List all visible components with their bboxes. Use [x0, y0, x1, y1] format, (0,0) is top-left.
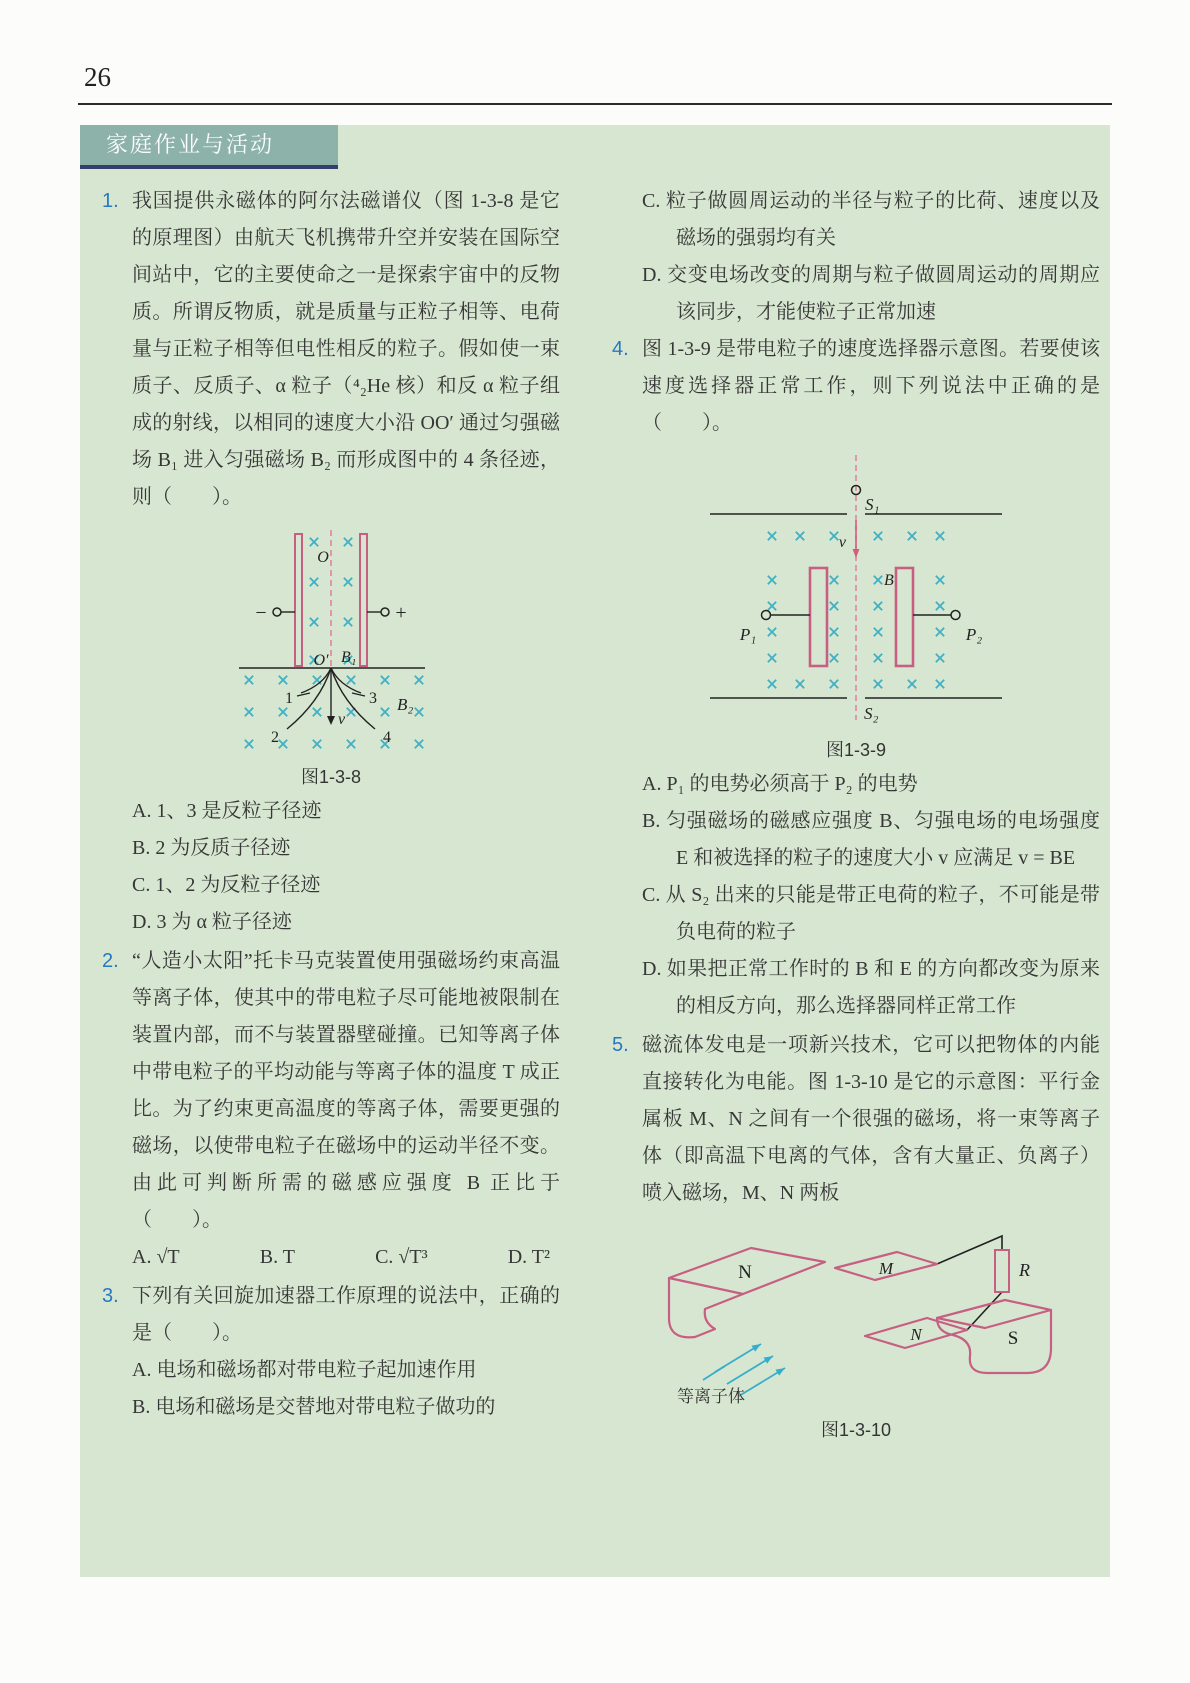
magnet-s-top-face — [937, 1300, 1051, 1328]
option: B. 电场和磁场是交替地对带电粒子做功的 — [132, 1396, 496, 1418]
option: C. √T³ — [375, 1246, 428, 1268]
velocity-arrowhead-icon — [853, 549, 860, 558]
option: C. 从 S₂ 出来的只能是带正电荷的粒子，不可能是带负电荷的粒子 — [642, 884, 1100, 943]
leader-3 — [352, 693, 365, 696]
leader-1 — [297, 693, 310, 696]
question-3-options — [132, 1352, 560, 1426]
label-1: 1 — [285, 690, 293, 707]
plus-terminal-label: + — [395, 602, 407, 624]
option: D. 3 为 α 粒子径迹 — [132, 911, 292, 933]
option: D. 如果把正常工作时的 B 和 E 的方向都改变为原来的相反方向，那么选择器同样正常工作 — [642, 958, 1100, 1017]
label-resistor: R — [1019, 1260, 1030, 1280]
header-rule — [78, 103, 1112, 105]
label-o-prime: O′ — [313, 652, 329, 669]
label-o: O — [317, 549, 329, 566]
question-4-number: 4. — [612, 338, 629, 360]
plate-right — [896, 568, 913, 666]
label-v: v — [338, 711, 346, 728]
question-3-options-continued — [642, 183, 1100, 331]
homework-panel — [80, 125, 1110, 1577]
question-1 — [102, 183, 560, 516]
plate-left — [295, 534, 302, 666]
figure-1-3-10-caption: 图1-3-10 — [820, 1420, 892, 1440]
page-number: 26 — [84, 62, 111, 92]
label-s2: S₂ — [864, 704, 879, 723]
question-2 — [102, 943, 560, 1239]
figure-1-3-9 — [612, 452, 1100, 762]
column-left — [102, 183, 560, 1426]
magnet-s-front-face — [937, 1310, 1051, 1373]
terminal-p2-icon — [951, 611, 960, 620]
label-s1: S₁ — [865, 495, 880, 514]
label-2: 2 — [271, 729, 279, 746]
question-1-text: 我国提供永磁体的阿尔法磁谱仪（图 1-3-8 是它的原理图）由航天飞机携带升空并安装在国际空间站中，它的主要使命之一是探索宇宙中的反物质。所谓反物质，就是质量与正粒子相等、电荷量与正粒子相等但电性相反的粒子。假如使一束质子、反质子、α 粒子（⁴₂He 核）和反 α 粒子组成的射线，以相同的速度大小沿 OO′ 通过匀强磁场 B₁ 进入匀强磁场 B₂ 而形成图中的 4 条径迹，则（ ）。 — [132, 190, 560, 508]
terminal-p1-icon — [762, 611, 771, 620]
label-p2: P₂ — [965, 625, 983, 644]
label-plate-n: N — [910, 1325, 922, 1344]
label-p1: P₁ — [739, 625, 757, 644]
option: B. T — [259, 1246, 295, 1268]
minus-terminal-label: − — [255, 602, 267, 624]
label-b1: B₁ — [341, 649, 357, 666]
v-arrowhead-icon — [327, 716, 335, 725]
option: B. 2 为反质子径迹 — [132, 837, 291, 859]
label-v: v — [838, 534, 846, 551]
question-5 — [612, 1027, 1100, 1212]
figure-1-3-9-caption: 图1-3-9 — [825, 740, 887, 760]
resistor-icon — [995, 1250, 1009, 1292]
question-5-text: 磁流体发电是一项新兴技术，它可以把物体的内能直接转化为电能。图 1-3-10 是它的示意图：平行金属板 M、N 之间有一个很强的磁场，将一束等离子体（即高温下电离的气体，含有大量正、负离子）喷入磁场，M、N 两板 — [642, 1034, 1100, 1204]
section-badge: 家庭作业与活动 — [80, 125, 338, 169]
label-magnet-n: N — [738, 1262, 752, 1283]
mhd-generator-diagram — [641, 1222, 1071, 1407]
label-plasma: 等离子体 — [677, 1387, 745, 1406]
question-1-options — [132, 793, 560, 941]
plate-right — [360, 534, 367, 666]
question-5-number: 5. — [612, 1034, 629, 1056]
figure-1-3-8 — [102, 526, 560, 789]
label-3: 3 — [369, 690, 377, 707]
figure-1-3-8-caption: 图1-3-8 — [300, 767, 362, 787]
option: A. √T — [132, 1246, 180, 1268]
option: B. 匀强磁场的磁感应强度 B、匀强电场的电场强度 E 和被选择的粒子的速度大小 v 应满足 v = BE — [642, 810, 1100, 869]
question-2-options — [132, 1239, 560, 1276]
question-3-number: 3. — [102, 1285, 119, 1307]
label-4: 4 — [383, 729, 391, 746]
option: A. 1、3 是反粒子径迹 — [132, 800, 322, 822]
question-2-number: 2. — [102, 950, 119, 972]
option: A. 电场和磁场都对带电粒子起加速作用 — [132, 1359, 477, 1381]
column-right — [612, 183, 1100, 1446]
velocity-filter-diagram — [211, 526, 451, 754]
label-magnet-s: S — [1007, 1328, 1019, 1349]
label-b2: B₂ — [397, 695, 414, 714]
wire-plate-m-to-resistor — [937, 1236, 1002, 1264]
plate-left — [810, 568, 827, 666]
figure-1-3-10 — [612, 1222, 1100, 1442]
option: A. P₁ 的电势必须高于 P₂ 的电势 — [642, 773, 918, 795]
question-1-number: 1. — [102, 190, 119, 212]
question-3 — [102, 1278, 560, 1352]
option: D. T² — [507, 1246, 550, 1268]
plus-terminal-icon — [381, 608, 389, 616]
question-2-text: “人造小太阳”托卡马克装置使用强磁场约束高温等离子体，使其中的带电粒子尽可能地被限制在装置内部，而不与装置器壁碰撞。已知等离子体中带电粒子的平均动能与等离子体的温度 T 成正比。为了约束更高温度的等离子体，需要更强的磁场，以使带电粒子在磁场中的运动半径不变。由此可判断所需的磁感应强度 B 正比于（ ）。 — [132, 950, 560, 1231]
question-4-options — [642, 766, 1100, 1025]
option: C. 粒子做圆周运动的半径与粒子的比荷、速度以及磁场的强弱均有关 — [642, 190, 1100, 249]
question-4 — [612, 331, 1100, 442]
question-4-text: 图 1-3-9 是带电粒子的速度选择器示意图。若要使该速度选择器正常工作，则下列说法中正确的是（ ）。 — [642, 338, 1100, 434]
question-3-text: 下列有关回旋加速器工作原理的说法中，正确的是（ ）。 — [132, 1285, 560, 1344]
label-b: B — [884, 572, 894, 589]
option: C. 1、2 为反粒子径迹 — [132, 874, 321, 896]
label-plate-m: M — [878, 1259, 894, 1278]
velocity-selector-diagram — [696, 452, 1016, 727]
minus-terminal-icon — [273, 608, 281, 616]
option: D. 交变电场改变的周期与粒子做圆周运动的周期应该同步，才能使粒子正常加速 — [642, 264, 1100, 323]
